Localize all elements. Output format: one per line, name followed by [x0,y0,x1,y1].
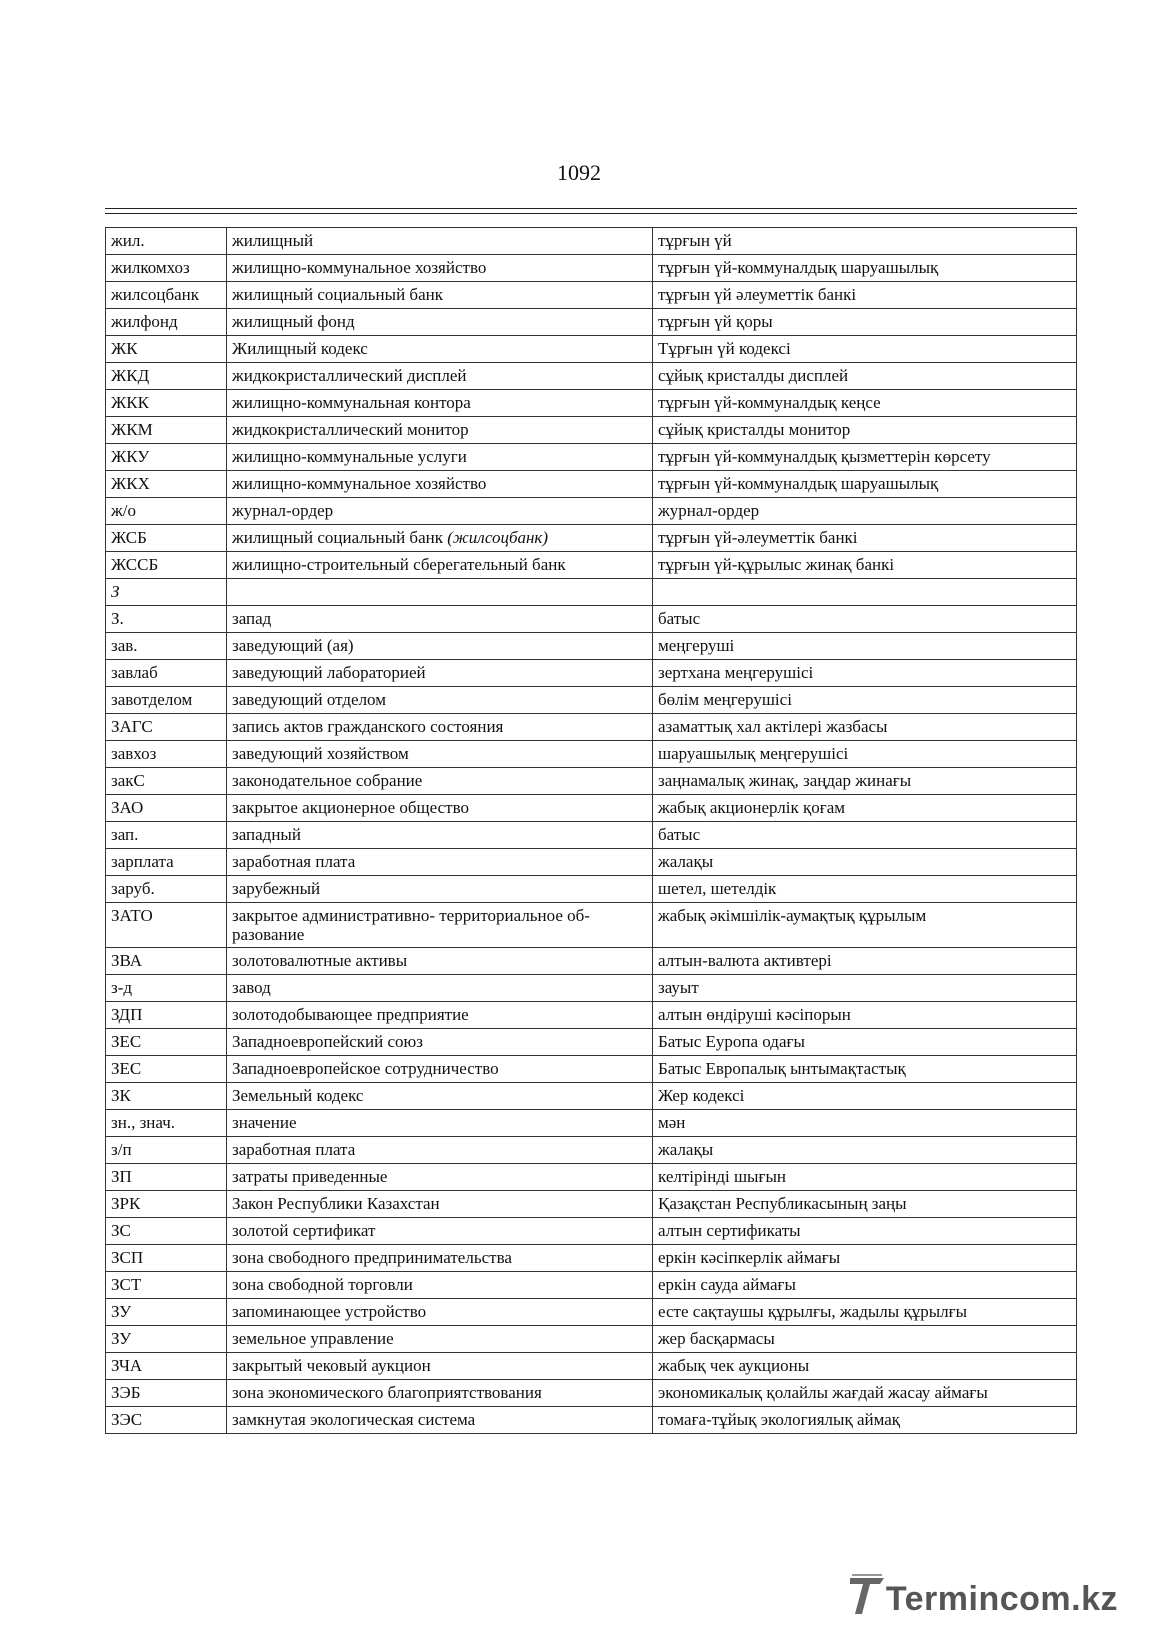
dictionary-table [105,227,1077,1434]
kazakh-cell: тұрғын үй әлеуметтік банкі [653,282,1077,309]
russian-text: значение [232,1113,297,1132]
abbreviation-cell: ЗЭБ [106,1380,227,1407]
russian-cell [227,444,653,471]
abbreviation-cell: жил. [106,228,227,255]
kazakh-cell: еркін кәсіпкерлік аймағы [653,1245,1077,1272]
table-row [106,390,1077,417]
russian-text: заведующий (ая) [232,636,354,655]
russian-text: жилищный социальный банк [232,528,443,547]
kazakh-cell: еркін сауда аймағы [653,1272,1077,1299]
abbreviation-cell: ЗУ [106,1326,227,1353]
abbreviation-cell: З. [106,606,227,633]
abbreviation-cell: завхоз [106,741,227,768]
russian-text: западный [232,825,301,844]
abbreviation-cell: ЗСП [106,1245,227,1272]
russian-text: жилищно-коммунальная контора [232,393,471,412]
russian-cell [227,1272,653,1299]
russian-text: Западноевропейский союз [232,1032,423,1051]
russian-text: жилищно-коммунальные услуги [232,447,467,466]
russian-text: Жилищный кодекс [232,339,368,358]
russian-cell [227,660,653,687]
abbreviation-cell: з-д [106,975,227,1002]
russian-cell [227,525,653,552]
table-row [106,1218,1077,1245]
russian-cell [227,1380,653,1407]
header-rule [105,208,1077,209]
kazakh-cell: сұйық кристалды монитор [653,417,1077,444]
kazakh-cell: Батыс Еуропа одағы [653,1029,1077,1056]
russian-text: закрытое акционерное общество [232,798,469,817]
kazakh-cell: есте сақтаушы құрылғы, жадылы құрылғы [653,1299,1077,1326]
russian-cell [227,1326,653,1353]
table-row [106,1326,1077,1353]
table-row [106,633,1077,660]
section-row [106,579,1077,606]
table-row [106,255,1077,282]
russian-cell [227,1056,653,1083]
russian-cell [227,1245,653,1272]
russian-text: заработная плата [232,1140,356,1159]
kazakh-cell: азаматтық хал актілері жазбасы [653,714,1077,741]
russian-cell [227,1164,653,1191]
table-row [106,417,1077,444]
russian-cell [227,390,653,417]
table-row [106,975,1077,1002]
abbreviation-cell: з/п [106,1137,227,1164]
russian-cell [227,282,653,309]
russian-cell [227,1029,653,1056]
kazakh-cell: жер басқармасы [653,1326,1077,1353]
russian-text: Закон Республики Казахстан [232,1194,440,1213]
kazakh-cell: журнал-ордер [653,498,1077,525]
abbreviation-cell: заруб. [106,876,227,903]
kazakh-cell: бөлім меңгерушісі [653,687,1077,714]
kazakh-cell: тұрғын үй [653,228,1077,255]
russian-cell [227,687,653,714]
russian-cell [227,1191,653,1218]
kazakh-cell: жабық акционерлік қоғам [653,795,1077,822]
abbreviation-cell: зн., знач. [106,1110,227,1137]
abbreviation-cell: ЗУ [106,1299,227,1326]
russian-text: Западноевропейское сотрудничество [232,1059,499,1078]
kazakh-cell: тұрғын үй-коммуналдық шаруашылық [653,255,1077,282]
table-row [106,1110,1077,1137]
russian-cell [227,471,653,498]
logo-text: Termincom.kz [885,1580,1118,1618]
abbreviation-cell: ЗЭС [106,1407,227,1434]
kazakh-cell: тұрғын үй-коммуналдық шаруашылық [653,471,1077,498]
russian-cell [227,336,653,363]
russian-text: жилищный фонд [232,312,355,331]
russian-cell [227,606,653,633]
russian-italic-note: (жилсоцбанк) [447,528,549,547]
kazakh-cell: заңнамалық жинақ, заңдар жинағы [653,768,1077,795]
table-row [106,948,1077,975]
table-row [106,1245,1077,1272]
abbreviation-cell: ЖКК [106,390,227,417]
abbreviation-cell: ЖССБ [106,552,227,579]
header-rule [105,213,1077,214]
kazakh-cell: Тұрғын үй кодексі [653,336,1077,363]
table-row [106,606,1077,633]
russian-text: золотой сертификат [232,1221,376,1240]
empty-cell [653,579,1077,606]
abbreviation-cell: ЗЧА [106,1353,227,1380]
russian-cell [227,1137,653,1164]
table-row [106,1299,1077,1326]
russian-cell [227,714,653,741]
russian-text: зона свободной торговли [232,1275,413,1294]
table-row [106,525,1077,552]
russian-text: жилищно-строительный сберегательный банк [232,555,566,574]
russian-cell [227,633,653,660]
russian-text: жилищно-коммунальное хозяйство [232,258,487,277]
kazakh-cell: алтын сертификаты [653,1218,1077,1245]
kazakh-cell: алтын-валюта активтері [653,948,1077,975]
kazakh-cell: жалақы [653,849,1077,876]
kazakh-cell: келтірінді шығын [653,1164,1077,1191]
kazakh-cell: зертхана меңгерушісі [653,660,1077,687]
abbreviation-cell: ЖК [106,336,227,363]
russian-text: жилищный [232,231,314,250]
abbreviation-cell: ЗК [106,1083,227,1110]
empty-cell [227,579,653,606]
table-row [106,822,1077,849]
russian-cell [227,309,653,336]
abbreviation-cell: ЗДП [106,1002,227,1029]
table-row [106,309,1077,336]
kazakh-cell: батыс [653,606,1077,633]
kazakh-cell: тұрғын үй-әлеуметтік банкі [653,525,1077,552]
russian-cell [227,1083,653,1110]
russian-text: заведующий лабораторией [232,663,426,682]
table-row [106,849,1077,876]
table-row [106,336,1077,363]
russian-cell [227,552,653,579]
page-number: 1092 [557,160,601,185]
russian-cell [227,1407,653,1434]
abbreviation-cell: ЗВА [106,948,227,975]
russian-text: золотодобывающее предприятие [232,1005,469,1024]
russian-cell [227,498,653,525]
table-row [106,876,1077,903]
russian-cell [227,948,653,975]
russian-text: закрытое административно- территориальное об-разование [232,906,590,944]
russian-text: жидкокристаллический монитор [232,420,469,439]
table-row [106,741,1077,768]
russian-text: золотовалютные активы [232,951,408,970]
abbreviation-cell: ЗЕС [106,1029,227,1056]
abbreviation-cell: закС [106,768,227,795]
table-row [106,1380,1077,1407]
table-row [106,471,1077,498]
abbreviation-cell: ЗС [106,1218,227,1245]
russian-text: жилищно-коммунальное хозяйство [232,474,487,493]
kazakh-cell: Қазақстан Республикасының заңы [653,1191,1077,1218]
abbreviation-cell: ЗП [106,1164,227,1191]
abbreviation-cell: зав. [106,633,227,660]
table-row [106,714,1077,741]
abbreviation-cell: жилфонд [106,309,227,336]
kazakh-cell: меңгеруші [653,633,1077,660]
russian-text: запись актов гражданского состояния [232,717,504,736]
russian-cell [227,1002,653,1029]
kazakh-cell: батыс [653,822,1077,849]
abbreviation-cell: ЗЕС [106,1056,227,1083]
abbreviation-cell: жилкомхоз [106,255,227,282]
abbreviation-cell: ЖКМ [106,417,227,444]
abbreviation-cell: ЗСТ [106,1272,227,1299]
kazakh-cell: жабық чек аукционы [653,1353,1077,1380]
russian-text: зарубежный [232,879,321,898]
abbreviation-cell: ЖКД [106,363,227,390]
table-row [106,903,1077,948]
abbreviation-cell: завлаб [106,660,227,687]
russian-cell [227,822,653,849]
abbreviation-cell: ЗАТО [106,903,227,948]
kazakh-cell: тұрғын үй қоры [653,309,1077,336]
table-row [106,1272,1077,1299]
russian-text: заведующий отделом [232,690,386,709]
abbreviation-cell: ЖСБ [106,525,227,552]
abbreviation-cell: ЗРК [106,1191,227,1218]
russian-text: жилищный социальный банк [232,285,443,304]
table-row [106,1083,1077,1110]
abbreviation-cell: ЖКУ [106,444,227,471]
table-row [106,1056,1077,1083]
abbreviation-cell: завотделом [106,687,227,714]
kazakh-cell: тұрғын үй-коммуналдық кеңсе [653,390,1077,417]
table-row [106,1029,1077,1056]
table-row [106,444,1077,471]
russian-cell [227,1299,653,1326]
russian-cell [227,417,653,444]
logo-t-icon [850,1574,884,1619]
russian-cell [227,1110,653,1137]
abbreviation-cell: ЗАО [106,795,227,822]
table-row [106,1353,1077,1380]
russian-cell [227,795,653,822]
russian-text: затраты приведенные [232,1167,388,1186]
kazakh-cell: шетел, шетелдік [653,876,1077,903]
russian-text: закрытый чековый аукцион [232,1356,431,1375]
russian-cell [227,741,653,768]
russian-cell [227,849,653,876]
russian-cell [227,876,653,903]
kazakh-cell: жабық әкімшілік-аумақтық құрылым [653,903,1077,948]
kazakh-cell: шаруашылық меңгерушісі [653,741,1077,768]
table-row [106,552,1077,579]
table-row [106,1191,1077,1218]
kazakh-cell: Батыс Европалық ынтымақтастық [653,1056,1077,1083]
table-row [106,1407,1077,1434]
abbreviation-cell: зап. [106,822,227,849]
russian-cell [227,903,653,948]
abbreviation-cell: ЖКХ [106,471,227,498]
table-row [106,363,1077,390]
russian-cell [227,255,653,282]
abbreviation-cell: зарплата [106,849,227,876]
russian-text: замкнутая экологическая система [232,1410,476,1429]
kazakh-cell: сұйық кристалды дисплей [653,363,1077,390]
kazakh-cell: экономикалық қолайлы жағдай жасау аймағы [653,1380,1077,1407]
russian-text: жидкокристаллический дисплей [232,366,467,385]
russian-text: законодательное собрание [232,771,423,790]
table-row [106,1137,1077,1164]
russian-text: зона свободного предпринимательства [232,1248,512,1267]
kazakh-cell: жалақы [653,1137,1077,1164]
kazakh-cell: тұрғын үй-құрылыс жинақ банкі [653,552,1077,579]
table-row [106,687,1077,714]
table-row [106,282,1077,309]
kazakh-cell: Жер кодексі [653,1083,1077,1110]
kazakh-cell: томаға-тұйық экологиялық аймақ [653,1407,1077,1434]
russian-cell [227,363,653,390]
kazakh-cell: тұрғын үй-коммуналдық қызметтерін көрсету [653,444,1077,471]
table-row [106,768,1077,795]
russian-cell [227,228,653,255]
russian-text: журнал-ордер [232,501,334,520]
russian-text: зона экономического благоприятствования [232,1383,542,1402]
abbreviation-cell: жилсоцбанк [106,282,227,309]
russian-text: Земельный кодекс [232,1086,364,1105]
termincom-logo [850,1575,1118,1619]
russian-cell [227,1218,653,1245]
abbreviation-cell: ж/о [106,498,227,525]
section-letter: З [106,579,227,606]
abbreviation-cell: ЗАГС [106,714,227,741]
russian-text: заработная плата [232,852,356,871]
table-row [106,228,1077,255]
kazakh-cell: алтын өндіруші кәсіпорын [653,1002,1077,1029]
russian-text: завод [232,978,271,997]
russian-cell [227,768,653,795]
table-row [106,498,1077,525]
russian-text: земельное управление [232,1329,394,1348]
table-row [106,795,1077,822]
russian-text: заведующий хозяйством [232,744,409,763]
russian-text: запад [232,609,272,628]
table-row [106,1164,1077,1191]
russian-cell [227,1353,653,1380]
table-row [106,660,1077,687]
kazakh-cell: мән [653,1110,1077,1137]
russian-cell [227,975,653,1002]
table-row [106,1002,1077,1029]
dictionary-body [106,228,1077,1434]
russian-text: запоминающее устройство [232,1302,427,1321]
kazakh-cell: зауыт [653,975,1077,1002]
